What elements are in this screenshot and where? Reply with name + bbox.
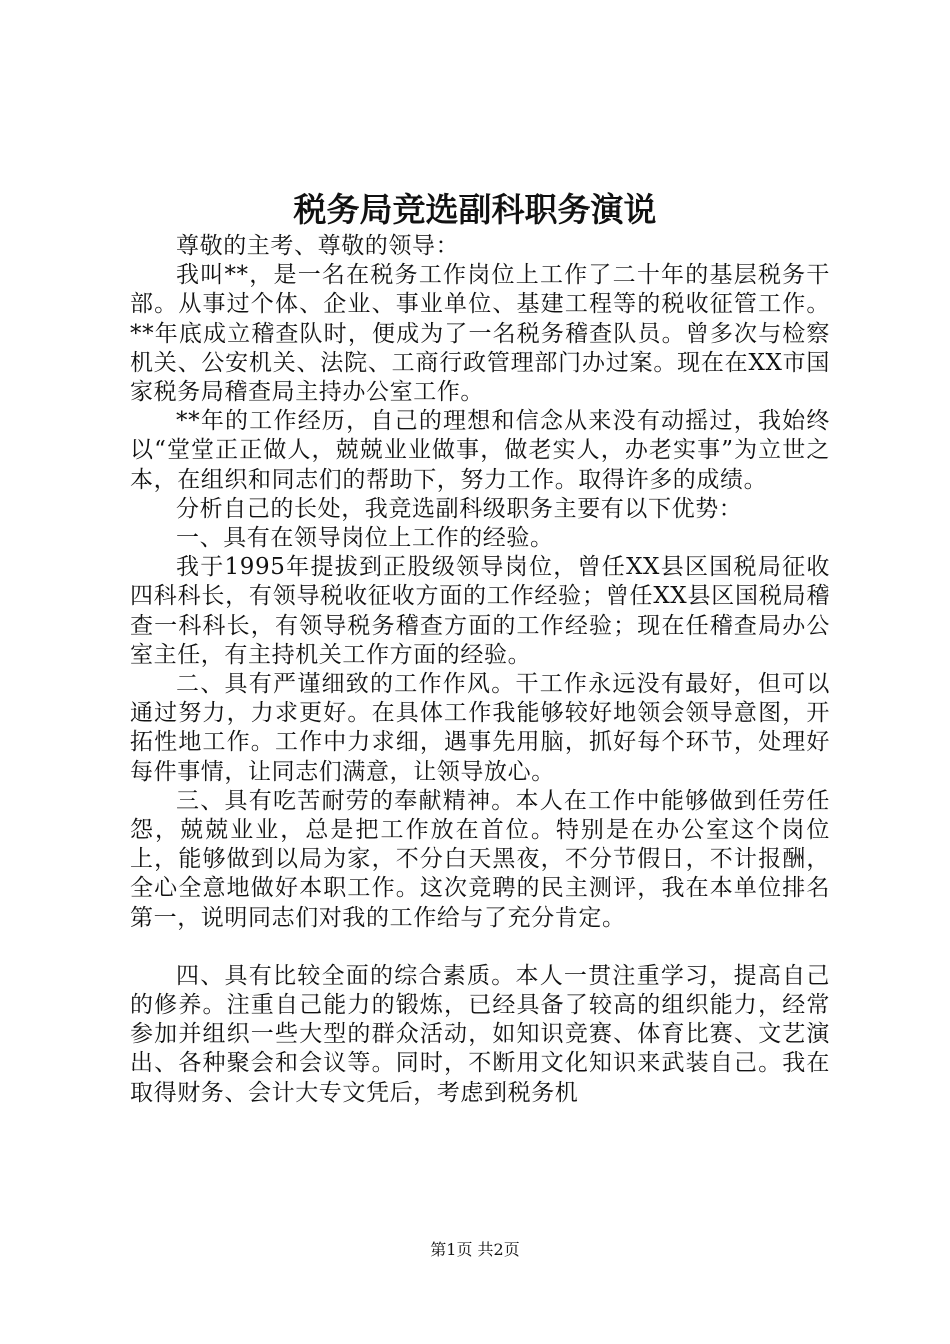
page-number-footer: 第1页 共2页	[430, 1240, 520, 1259]
document-body	[130, 232, 830, 1108]
experience-paragraph: **年的工作经历，自己的理想和信念从来没有动摇过，我始终以“堂堂正正做人，兢兢业业做事，做老实人，办老实事”为立世之本，在组织和同志们的帮助下，努力工作。取得许多的成绩。	[130, 408, 830, 493]
document-title: 税务局竞选副科职务演说	[293, 190, 657, 229]
advantage-one-paragraph: 我于1995年提拔到正股级领导岗位，曾任XX县区国税局征收四科科长，有领导税收征收方面的工作经验；曾任XX县区国税局稽查一科科长，有领导税务稽查方面的工作经验；现在任稽查局办公室主任，有主持机关工作方面的经验。	[130, 554, 830, 668]
advantage-one-heading: 一、具有在领导岗位上工作的经验。	[176, 525, 554, 552]
salutation-paragraph: 尊敬的主考、尊敬的领导：	[176, 233, 460, 259]
advantage-two-paragraph: 二、具有严谨细致的工作作风。干工作永远没有最好，但可以通过努力，力求更好。在具体工作我能够较好地领会领导意图，开拓性地工作。工作中力求细，遇事先用脑，抓好每个环节，处理好每件事情，让同志们满意，让领导放心。	[130, 671, 830, 785]
introduction-paragraph: 我叫**，是一名在税务工作岗位上工作了二十年的基层税务干部。从事过个体、企业、事业单位、基建工程等的税收征管工作。**年底成立稽查队时，便成为了一名税务稽查队员。曾多次与检察机关、公安机关、法院、工商行政管理部门办过案。现在在XX市国家税务局稽查局主持办公室工作。	[130, 262, 830, 406]
advantage-three-paragraph: 三、具有吃苦耐劳的奉献精神。本人在工作中能够做到任劳任怨，兢兢业业，总是把工作放在首位。特别是在办公室这个岗位上，能够做到以局为家，不分白天黑夜，不分节假日，不计报酬，全心全意地做好本职工作。这次竞聘的民主测评，我在本单位排名第一，说明同志们对我的工作给与了充分肯定。	[130, 787, 830, 931]
advantage-four-paragraph: 四、具有比较全面的综合素质。本人一贯注重学习，提高自己的修养。注重自己能力的锻炼，已经具备了较高的组织能力，经常参加并组织一些大型的群众活动，如知识竞赛、体育比赛、文艺演出、各种聚会和会议等。同时，不断用文化知识来武装自己。我在取得财务、会计大专文凭后，考虑到税务机	[130, 962, 830, 1106]
advantages-intro-paragraph: 分析自己的长处，我竞选副科级职务主要有以下优势：	[176, 495, 743, 522]
